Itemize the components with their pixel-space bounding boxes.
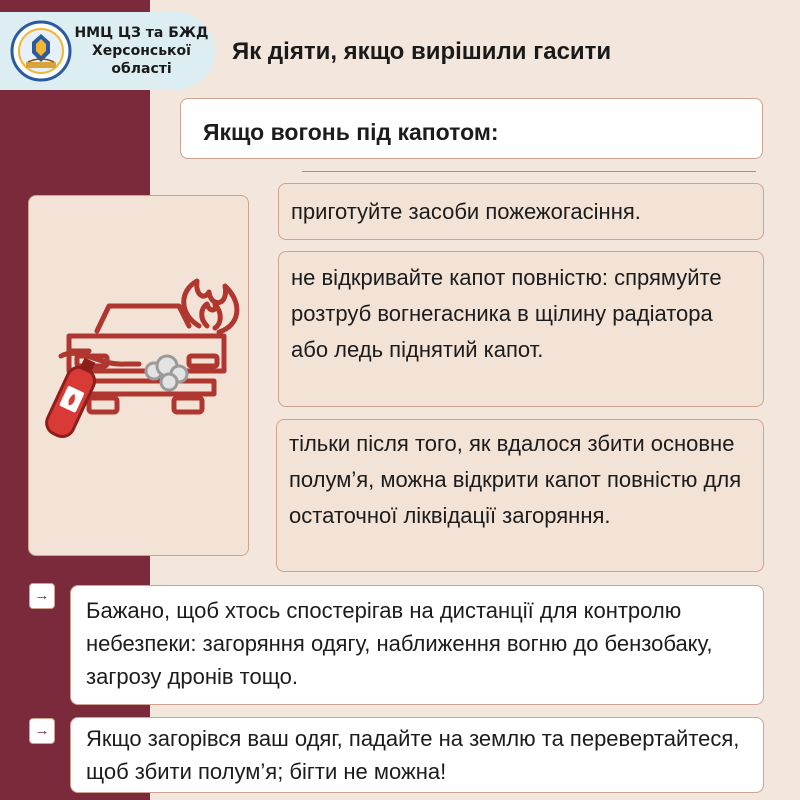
step-2: не відкривайте капот повністю: спрямуйте розтруб вогнегасника в щілину радіатора або ледь піднятий капот. <box>278 251 764 407</box>
logo-line-3: області <box>111 61 172 77</box>
arrow-right-icon: → <box>29 718 55 744</box>
car-fire-extinguisher-icon <box>29 196 250 557</box>
illustration-card <box>28 195 249 556</box>
page-title: Як діяти, якщо вирішили гасити <box>232 38 612 65</box>
arrow-right-icon: → <box>29 583 55 609</box>
emblem-icon <box>10 20 72 82</box>
logo-line-1: НМЦ ЦЗ та БЖД <box>74 25 209 41</box>
section-heading: Якщо вогонь під капотом: <box>180 98 763 159</box>
logo-line-2: Херсонської <box>92 43 191 59</box>
note-clothing-fire: Якщо загорівся ваш одяг, падайте на землю та перевертайтеся, щоб збити полум’я; бігти не можна! <box>70 717 764 793</box>
note-observer: Бажано, щоб хтось спостерігав на дистанції для контролю небезпеки: загоряння одягу, наближення вогню до бензобаку, загрозу дронів тощо. <box>70 585 764 705</box>
logo-text <box>74 24 209 78</box>
step-3: тільки після того, як вдалося збити основне полум’я, можна відкрити капот повністю для остаточної ліквідації загоряння. <box>276 419 764 572</box>
step-1: приготуйте засоби пожежогасіння. <box>278 183 764 240</box>
divider <box>302 171 756 172</box>
